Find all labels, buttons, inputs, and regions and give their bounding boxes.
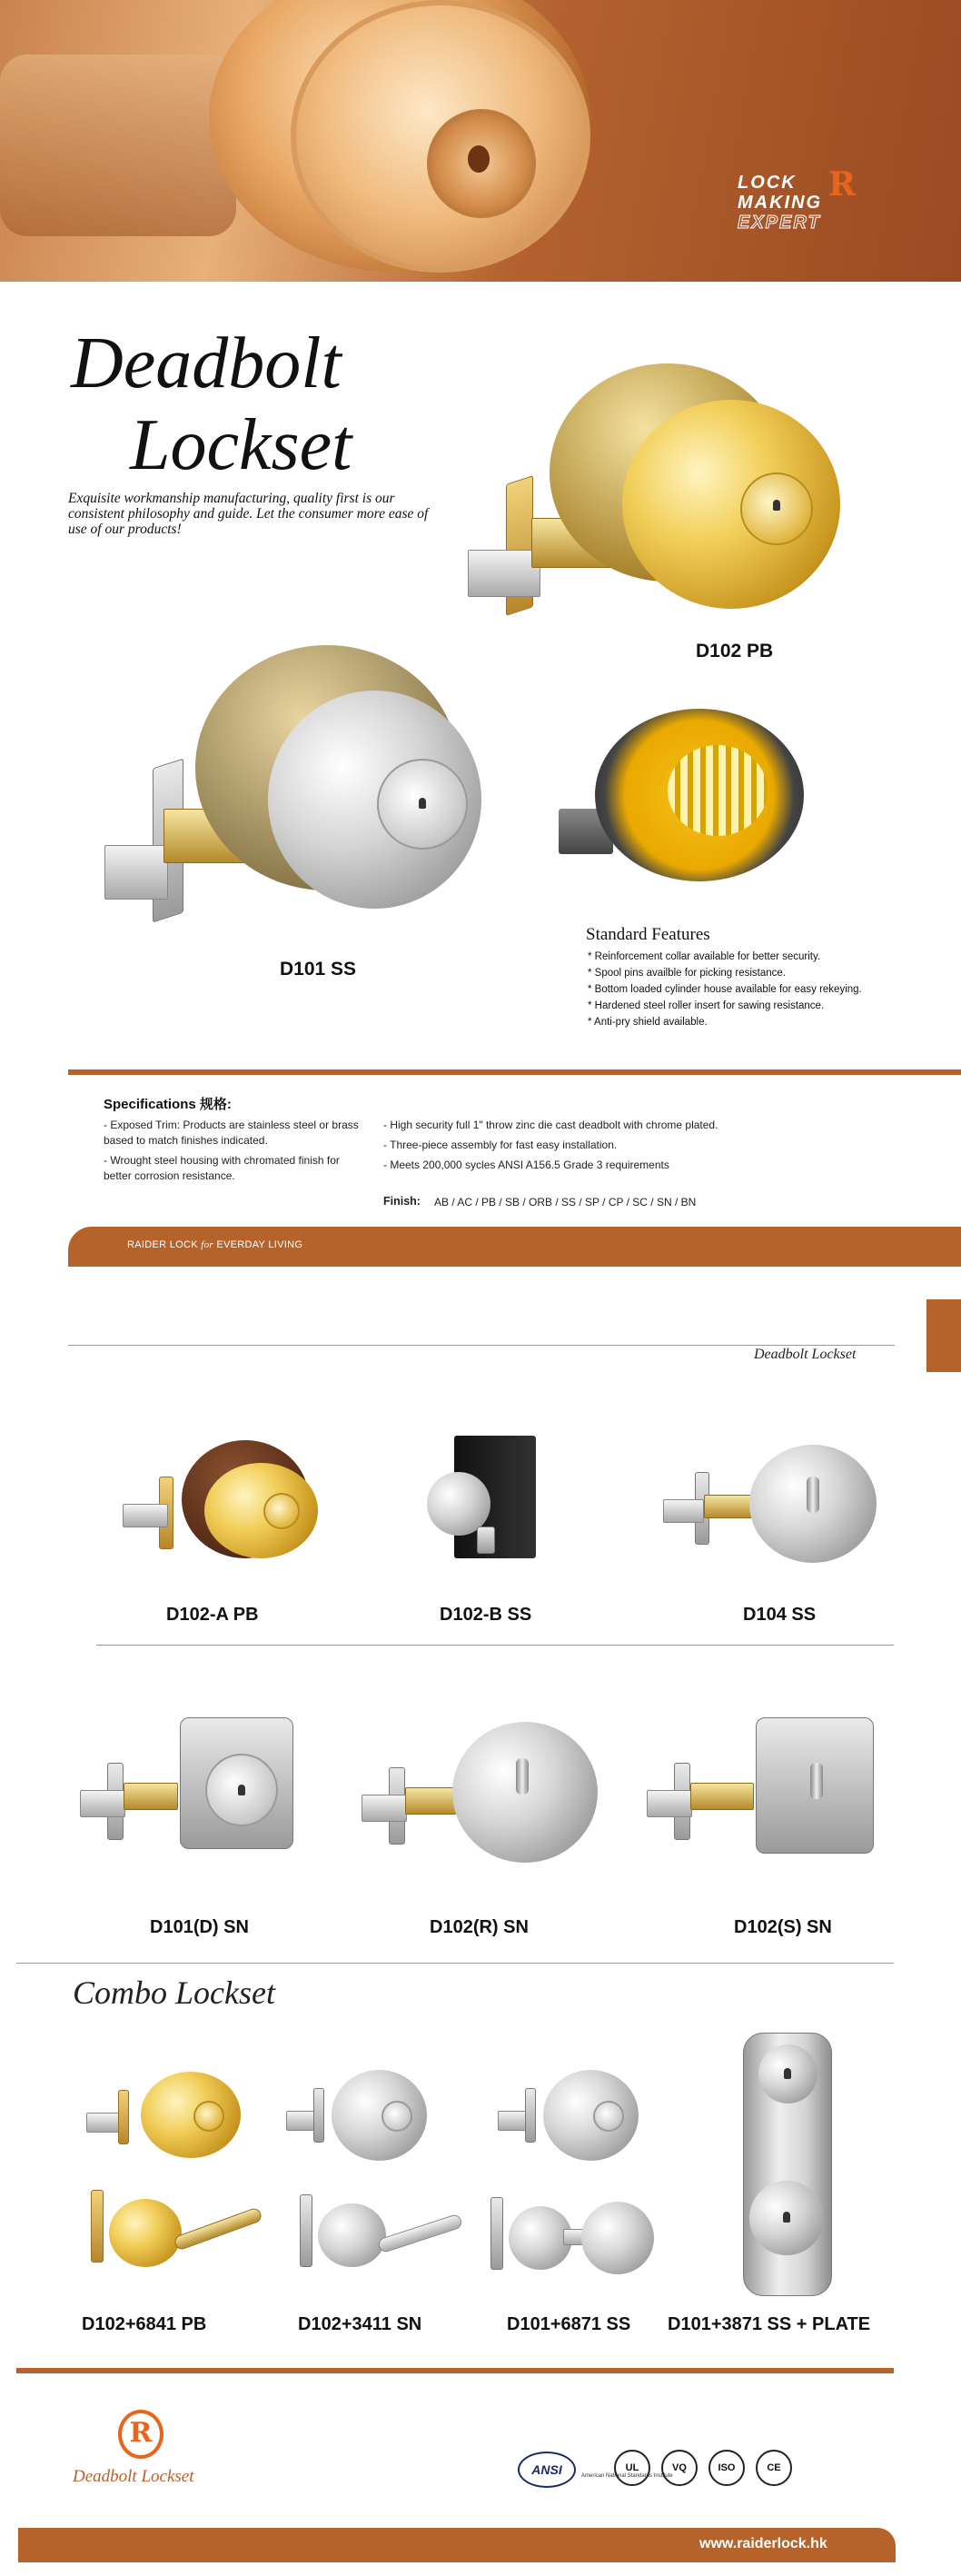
label-d101d-sn: D101(D) SN <box>150 1917 249 1937</box>
combo-title: Combo Lockset <box>73 1974 275 2011</box>
feature-item: * Spool pins availble for picking resistance. <box>588 968 786 979</box>
product-image-d102r-sn <box>362 1722 607 1867</box>
label-d102s-sn: D102(S) SN <box>734 1917 832 1937</box>
feature-item: * Reinforcement collar available for better security. <box>588 951 821 962</box>
brand-line-1: LOCK <box>738 173 797 193</box>
hero-bolt-image <box>0 55 236 236</box>
combo-deadbolt-image-3 <box>498 2070 643 2161</box>
spec-item: - Three-piece assembly for fast easy installation. <box>383 1139 618 1151</box>
ansi-subtitle: American National Standards Institute <box>581 2473 673 2479</box>
vq-cert-icon: VQ <box>661 2450 698 2486</box>
label-d101ss: D101 SS <box>280 959 357 980</box>
slogan-part-b: EVERDAY LIVING <box>213 1239 303 1250</box>
label-combo-2: D102+3411 SN <box>298 2314 422 2334</box>
combo-top-rule <box>16 1963 894 1964</box>
slogan-part-a: RAIDER LOCK <box>127 1239 202 1250</box>
label-combo-3: D101+6871 SS <box>507 2314 631 2334</box>
tagline: Exquisite workmanship manufacturing, quality first is our consistent philosophy and guide. Let the consumer more ease of use of our products! <box>68 491 429 537</box>
label-combo-1: D102+6841 PB <box>82 2314 207 2334</box>
slogan-for: for <box>201 1239 213 1250</box>
product-image-d102s-sn <box>647 1717 883 1863</box>
product-image-d102b-ss <box>427 1436 545 1572</box>
page-title-line-2: Lockset <box>130 405 352 485</box>
combo-knob-image-3 <box>490 2188 654 2288</box>
combo-plate-knob <box>749 2181 827 2258</box>
spec-item: - Exposed Trim: Products are stainless steel or brass based to match finishes indicated. <box>104 1119 359 1147</box>
ul-cert-icon: UL <box>614 2450 650 2486</box>
ce-cert-icon: CE <box>756 2450 792 2486</box>
feature-item: * Anti-pry shield available. <box>588 1017 708 1028</box>
catalog-section-title: Deadbolt Lockset <box>754 1347 857 1362</box>
combo-deadbolt-image-1 <box>86 2072 254 2158</box>
brand-r-icon: R <box>828 165 856 204</box>
iso-cert-icon: ISO <box>708 2450 745 2486</box>
catalog-mid-rule <box>96 1645 894 1646</box>
product-image-d102a-pb <box>118 1440 327 1558</box>
product-image-d102pb <box>459 363 858 654</box>
combo-deadbolt-image-2 <box>286 2070 431 2161</box>
spec-item: - Meets 200,000 sycles ANSI A156.5 Grade 3 requirements <box>383 1159 669 1171</box>
combo-plate-deadbolt <box>758 2044 822 2108</box>
product-image-d104-ss <box>663 1445 881 1563</box>
spec-item: - High security full 1" throw zinc die cast deadbolt with chrome plated. <box>383 1119 718 1131</box>
spec-divider <box>68 1069 961 1075</box>
website-url[interactable]: www.raiderlock.hk <box>699 2536 827 2551</box>
brand-logo <box>738 173 892 245</box>
side-tab <box>926 1299 961 1372</box>
combo-lever-image-2 <box>300 2185 463 2285</box>
label-d102pb: D102 PB <box>696 641 774 661</box>
standard-features-list <box>588 949 862 1030</box>
label-d102r-sn: D102(R) SN <box>430 1917 529 1937</box>
product-image-d101d-sn <box>80 1717 298 1863</box>
ansi-logo: ANSI <box>518 2452 576 2488</box>
specifications-title: Specifications 规格: <box>104 1097 232 1112</box>
slogan-text <box>127 1239 302 1250</box>
footer-rule <box>16 2368 894 2373</box>
finish-label: Finish: <box>383 1195 421 1208</box>
page-title-line-1: Deadbolt <box>71 323 342 403</box>
catalog-top-rule <box>68 1345 895 1346</box>
combo-lever-image-1 <box>91 2181 263 2281</box>
raider-logo-icon: R <box>118 2410 163 2459</box>
brand-line-3: EXPERT <box>738 213 821 233</box>
feature-item: * Bottom loaded cylinder house available for easy rekeying. <box>588 984 862 995</box>
footer-title: Deadbolt Lockset <box>73 2467 194 2486</box>
feature-item: * Hardened steel roller insert for sawing resistance. <box>588 1000 825 1011</box>
spec-item: - Wrought steel housing with chromated finish for better corrosion resistance. <box>104 1154 340 1182</box>
label-d104-ss: D104 SS <box>743 1605 817 1625</box>
spec-list-right <box>383 1118 856 1178</box>
label-combo-4: D101+3871 SS + PLATE <box>668 2314 871 2334</box>
finish-values: AB / AC / PB / SB / ORB / SS / SP / CP / SC / SN / BN <box>434 1196 697 1208</box>
spec-list-left <box>104 1118 367 1189</box>
product-image-d101ss <box>100 645 481 972</box>
label-d102b-ss: D102-B SS <box>440 1605 532 1625</box>
hero-banner <box>0 0 961 282</box>
cutaway-image <box>559 709 804 890</box>
standard-features-title: Standard Features <box>586 925 710 944</box>
hero-keyhole <box>468 145 490 173</box>
brand-line-2: MAKING <box>738 193 823 213</box>
label-d102a-pb: D102-A PB <box>166 1605 259 1625</box>
